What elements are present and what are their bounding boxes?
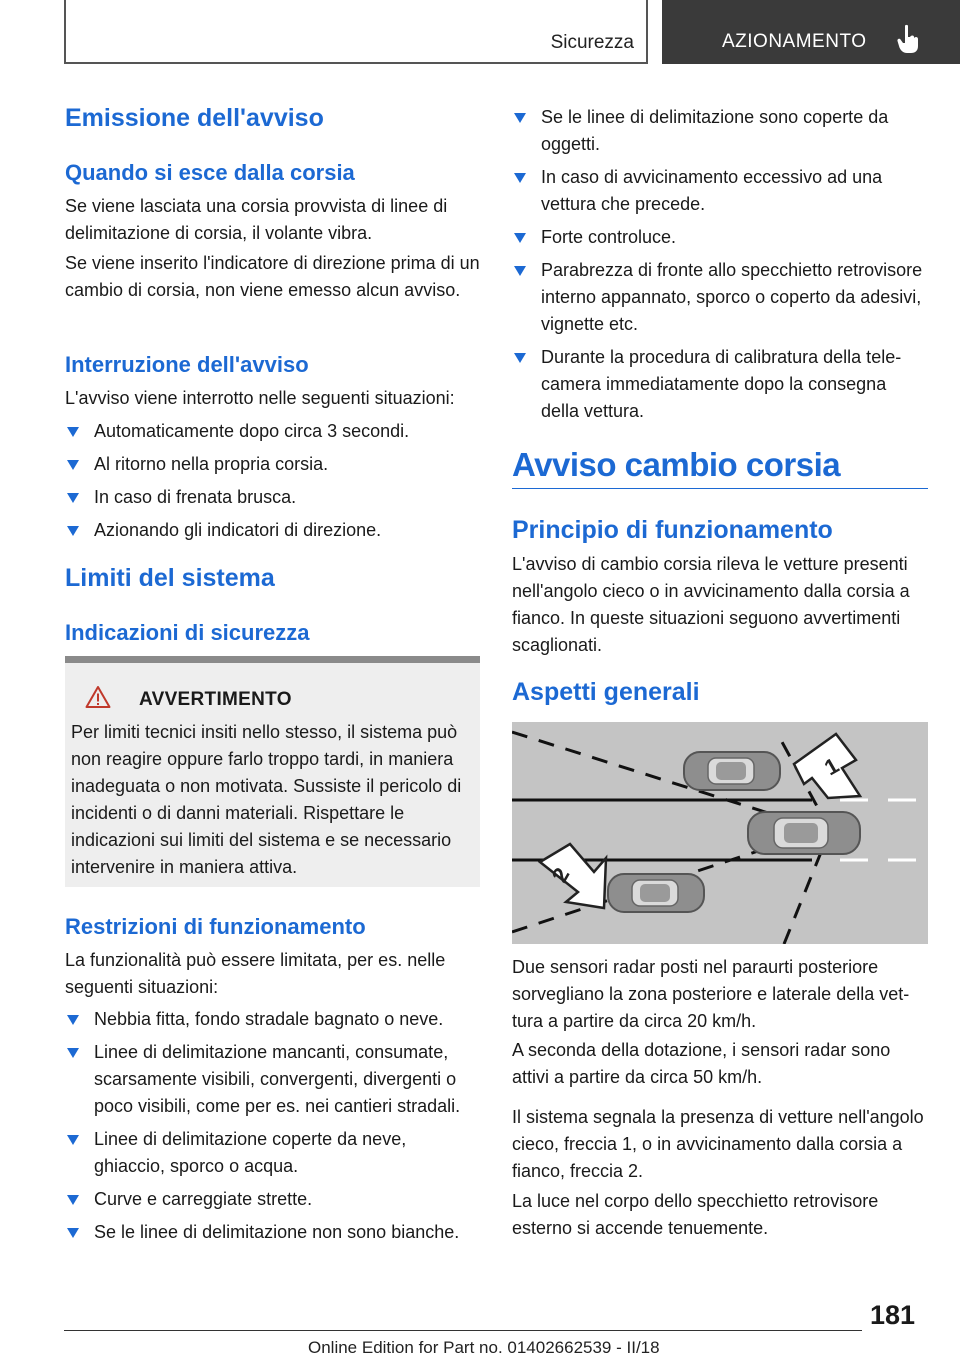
- triangle-bullet-icon: [67, 526, 79, 536]
- warning-triangle-icon: [85, 685, 111, 709]
- list-item: Forte controluce.: [512, 224, 928, 251]
- list-item: In caso di avvicinamento eccessivo ad una vettura che precede.: [512, 164, 928, 218]
- triangle-bullet-icon: [514, 353, 526, 363]
- hand-pointing-icon: [896, 24, 920, 54]
- list-item: Linee di delimitazione mancanti, consumate, scarsamente visibili, convergenti, divergenti o poco visibili, come per es. nei cantieri stradali.: [65, 1039, 480, 1120]
- triangle-bullet-icon: [67, 460, 79, 470]
- triangle-bullet-icon: [514, 233, 526, 243]
- paragraph-general-3: Il sistema segnala la presenza di vetture nell'angolo cieco, freccia 1, o in avvicinamento dalla corsia a fianco, freccia 2.: [512, 1107, 924, 1181]
- list-item: Nebbia fitta, fondo stradale bagnato o neve.: [65, 1006, 480, 1033]
- triangle-bullet-icon: [514, 266, 526, 276]
- warning-box: [65, 656, 480, 887]
- list-item: Automaticamente dopo circa 3 secondi.: [65, 418, 480, 445]
- triangle-bullet-icon: [67, 1015, 79, 1025]
- interrupt-list: [65, 418, 480, 544]
- paragraph-general-1: Due sensori radar posti nel paraurti posteriore sorvegliano la zona posteriore e laterale della vettura a partire da circa 20 km/h.: [512, 957, 910, 1031]
- heading-limits: Limiti del sistema: [65, 564, 275, 592]
- heading-lane-change: Avviso cambio corsia: [512, 446, 841, 483]
- page-number: 181: [870, 1300, 916, 1330]
- car-icon: [608, 874, 704, 912]
- list-item: Durante la procedura di calibratura della telecamera immediatamente dopo la consegna della vettura.: [512, 344, 928, 425]
- triangle-bullet-icon: [67, 493, 79, 503]
- footer-edition: Online Edition for Part no. 01402662539 - II/18: [308, 1338, 660, 1357]
- header-section-box: [64, 0, 648, 64]
- heading-underline: [512, 488, 928, 489]
- paragraph-leave-lane-2: Se viene inserito l'indicatore di direzione prima di un cambio di corsia, non viene emesso alcun avviso.: [65, 253, 480, 300]
- restriction-list: [65, 1006, 480, 1246]
- heading-safety: Indicazioni di sicurezza: [65, 620, 310, 645]
- paragraph-principle: L'avviso di cambio corsia rileva le vetture presenti nell'angolo cieco o in avvicinamento dalla corsia a fianco. In queste situazioni seguono avvertimenti scaglionati.: [512, 554, 910, 655]
- heading-principle: Principio di funzionamento: [512, 516, 833, 544]
- list-item: Curve e carreggiate strette.: [65, 1186, 480, 1213]
- list-item: Linee di delimitazione coperte da neve, ghiaccio, sporco o acqua.: [65, 1126, 480, 1180]
- heading-restrictions: Restrizioni di funzionamento: [65, 914, 366, 939]
- paragraph-general-2: A seconda della dotazione, i sensori radar sono attivi a partire da circa 50 km/h.: [512, 1040, 891, 1087]
- warning-text: Per limiti tecnici insiti nello stesso, il sistema può non reagire oppure farlo troppo tardi, in maniera inadeguata o non motivata. Sussiste il pericolo di incidenti o di danni materiali. Rispettare le indicazioni sui limiti del sistema e se necessario intervenire in maniera attiva.: [71, 722, 462, 877]
- header-section-title: Sicurezza: [550, 32, 634, 53]
- paragraph-leave-lane-1: Se viene lasciata una corsia provvista di linee di delimitazione di corsia, il volante vibra.: [65, 196, 448, 243]
- svg-text:1: 1: [820, 752, 844, 781]
- heading-interrupt: Interruzione dell'avviso: [65, 352, 309, 377]
- list-item: Se le linee di delimitazione non sono bianche.: [65, 1219, 480, 1246]
- paragraph-restrictions: La funzionalità può essere limitata, per es. nelle seguenti situazioni:: [65, 950, 446, 997]
- triangle-bullet-icon: [67, 427, 79, 437]
- car-icon: [748, 812, 860, 854]
- svg-text:2: 2: [546, 863, 575, 887]
- list-item: Al ritorno nella propria corsia.: [65, 451, 480, 478]
- blind-spot-illustration: [512, 722, 928, 944]
- triangle-bullet-icon: [67, 1195, 79, 1205]
- list-item: In caso di frenata brusca.: [65, 484, 480, 511]
- triangle-bullet-icon: [67, 1135, 79, 1145]
- header-chapter-box: [662, 0, 960, 64]
- footer-rule: [64, 1330, 862, 1331]
- paragraph-general-4: La luce nel corpo dello specchietto retrovisore esterno si accende tenuemente.: [512, 1191, 879, 1238]
- restriction-list-continued: [512, 104, 928, 425]
- header-chapter-title: AZIONAMENTO: [722, 31, 867, 52]
- paragraph-interrupt: L'avviso viene interrotto nelle seguenti situazioni:: [65, 388, 455, 408]
- heading-emission: Emissione dell'avviso: [65, 104, 324, 132]
- list-item: Azionando gli indicatori di direzione.: [65, 517, 480, 544]
- heading-general: Aspetti generali: [512, 678, 700, 706]
- triangle-bullet-icon: [514, 113, 526, 123]
- triangle-bullet-icon: [67, 1048, 79, 1058]
- warning-title: AVVERTIMENTO: [139, 689, 292, 710]
- triangle-bullet-icon: [514, 173, 526, 183]
- heading-leave-lane: Quando si esce dalla corsia: [65, 160, 355, 185]
- car-icon: [684, 752, 780, 790]
- list-item: Se le linee di delimitazione sono coperte da oggetti.: [512, 104, 928, 158]
- list-item: Parabrezza di fronte allo specchietto retrovisore interno appannato, sporco o coperto da adesivi, vignette etc.: [512, 257, 928, 338]
- triangle-bullet-icon: [67, 1228, 79, 1238]
